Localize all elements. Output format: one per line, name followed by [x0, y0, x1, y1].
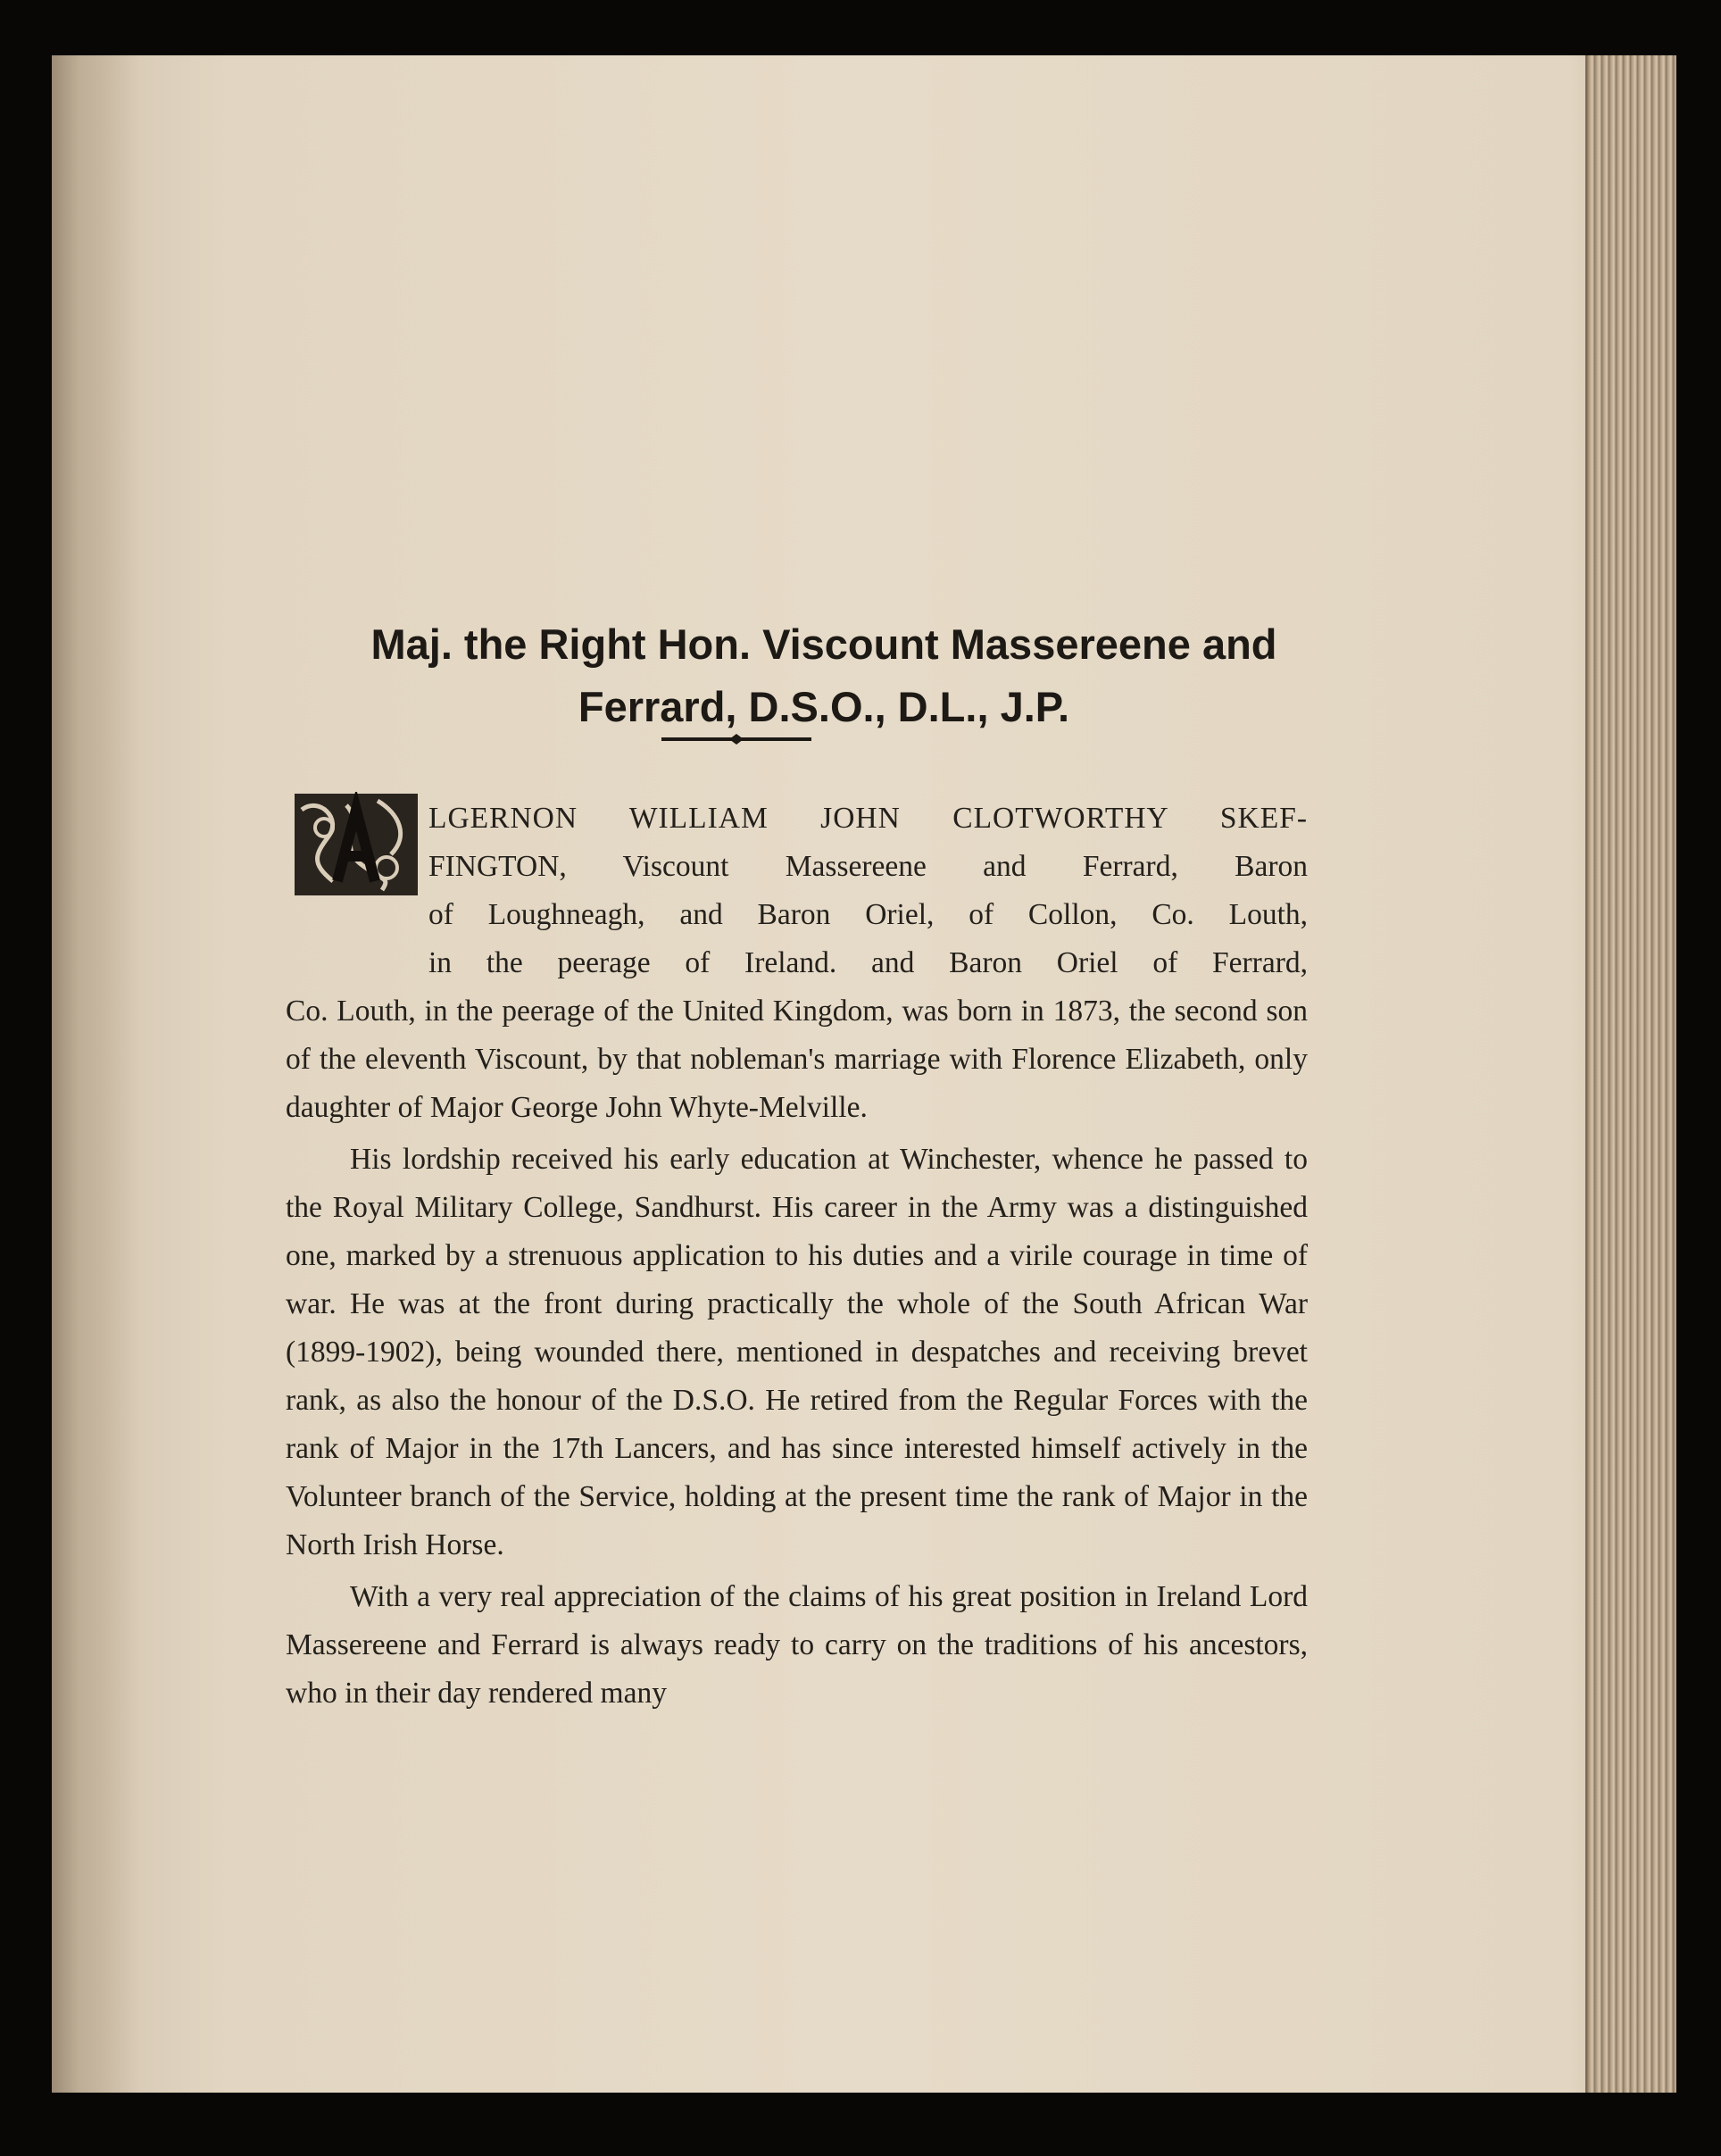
paragraph-1-line-3: of Loughneagh, and Baron Oriel, of Collon, Co. Louth, [428, 898, 1308, 931]
book-page [52, 55, 1676, 2093]
paragraph-1-line-1: LGERNON WILLIAM JOHN CLOTWORTHY SKEF- [428, 802, 1308, 835]
paragraph-3: With a very real appreciation of the claims of his great position in Ireland Lord Massereene and Ferrard is always ready to carry on the traditions of his ancestors, who in their day rendered many [286, 1580, 1308, 1710]
page-title [320, 613, 1328, 738]
paragraph-1-line-4: in the peerage of Ireland. and Baron Oriel of Ferrard, [428, 946, 1308, 979]
page-edges [1585, 55, 1676, 2093]
paragraph-1-rest: Co. Louth, in the peerage of the United Kingdom, was born in 1873, the second son of the eleventh Viscount, by that nobleman's marriage with Florence Elizabeth, only daughter of Major George John Whyte-Melville. [286, 995, 1308, 1124]
paragraph-2: His lordship received his early education at Winchester, whence he passed to the Royal Military College, Sandhurst. His career in the Army was a distinguished one, marked by a strenuous application to his duties and a virile courage in time of war. He was at the front during practically the whole of the South African War (1899-1902), being wounded there, mentioned in despatches and receiving brevet rank, as also the honour of the D.S.O. He retired from the Regular Forces with the rank of Major in the 17th Lancers, and has since interested himself actively in the Volunteer branch of the Service, holding at the present time the rank of Major in the North Irish Horse. [286, 1143, 1308, 1561]
paragraph-1-line-2: FINGTON, Viscount Massereene and Ferrard, Baron [428, 850, 1308, 883]
title-line-1: Maj. the Right Hon. Viscount Massereene and [370, 620, 1277, 668]
ornamental-rule [661, 732, 811, 746]
article-body [286, 795, 1308, 1718]
title-line-2: Ferrard, D.S.O., D.L., J.P. [578, 683, 1070, 730]
page-gutter [52, 55, 141, 2093]
